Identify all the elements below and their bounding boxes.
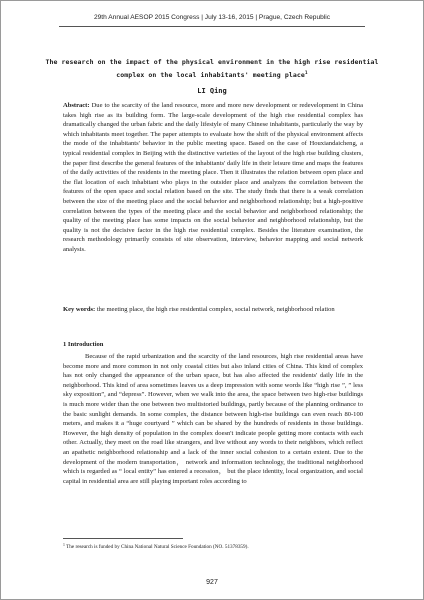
- footnote: [63, 542, 363, 551]
- footnote-text: The research is funded by China National Natural Science Foundation (NO. 51378359).: [66, 544, 249, 550]
- paper-title-text: The research on the impact of the physical environment in the high rise residential complex on the local inhabitants' meeting place: [45, 58, 379, 79]
- header-rule: [59, 26, 365, 27]
- introduction-paragraph: Because of the rapid urbanization and the scarcity of the land resources, high rise residential areas have become more and more common in not only coastal cities but also inland cities of China. This kind of complex has not only changed the appearance of the urban space, but has also affected the residents' daily life in the neighborhood. This kind of area sometimes leaves us a deep impression with some words like “high rise ”, ” less sky exposition”, and “depress”. However, when we walk into the area, the space between two high-rise buildings is much more wider than the one between two multistoried buildings, partly because of the planning ordinance to the basic sunlight demands. In some complex, the distance between high-rise buildings can even reach 80-100 meters, and makes it a “huge courtyard ” which can be shared by the hundreds of residents in those buildings. However, the high density of population in the complex doesn't indicate people getting more contacts with each other. Actually, they meet on the road like strangers, and live without any words to their neighbors, which reflect an apathetic neighborhood relationship and a lack of the inner social cohesion to a certain extent. Due to the development of the modern transportation， network and information technology, the traditional neighborhood which is regarded as “ local entity” has entered a recession， but the place identity, local organization, and social capital in residential area are still playing important roles according to: [63, 353, 363, 485]
- keywords-text: the meeting place, the high rise residential complex, social network, neighborhood relation: [96, 306, 335, 313]
- abstract-label: Abstract:: [63, 102, 90, 109]
- page-number: 927: [206, 579, 218, 586]
- abstract: [63, 101, 363, 255]
- abstract-text: Due to the scarcity of the land resource, more and more new development or redevelopment in China takes high rise as its building form. The large-scale development of the high rise residential complex has dramatically changed the urban fabric and the daily lifestyle of many Chinese inhabitants, particularly the way by which inhabitants meet together. The paper attempts to evaluate how the shift of the physical environment affects the mode of the inhabitants' behavior in the public meeting space. Based on the case of Houxiandaicheng, a typical residential complex in Beijing with the distinctive varieties of the layout of the high rise building clusters, the paper first describe the general features of the inhabitants' daily life in their leisure time and maps the features of the daily activities of the residents in the meeting place. Then it illustrates the relation between open place and the flat location of each inhabitant who plays in the outsider place and analyzes the correlation between the features of the open space and social relation based on the site. The study finds that there is a weak correlation between the size of the meeting place and the social behavior and neighborhood relationship; but a high-positive correlation between the types of the meeting place and the social behavior and neighborhood relationship; the quality of the meeting place has some impacts on the social behavior and neighborhood relationship, but the quality is not the decisive factor in the high rise residential complex. Besides the literature examination, the research methodology primarily consists of site observation, interview, behavior mapping and social network analysis.: [63, 102, 363, 253]
- running-header: 29th Annual AESOP 2015 Congress | July 13-16, 2015 | Prague, Czech Republic: [93, 14, 331, 21]
- keywords: [63, 305, 363, 315]
- paper-author: LI Qing: [197, 87, 227, 95]
- keywords-label: Key words:: [63, 306, 96, 313]
- title-footnote-marker: 1: [304, 71, 308, 76]
- section-heading: 1 Introduction: [63, 341, 104, 348]
- footnote-marker: 1: [63, 543, 65, 547]
- paper-title: [41, 57, 383, 81]
- footnote-rule: [63, 538, 183, 539]
